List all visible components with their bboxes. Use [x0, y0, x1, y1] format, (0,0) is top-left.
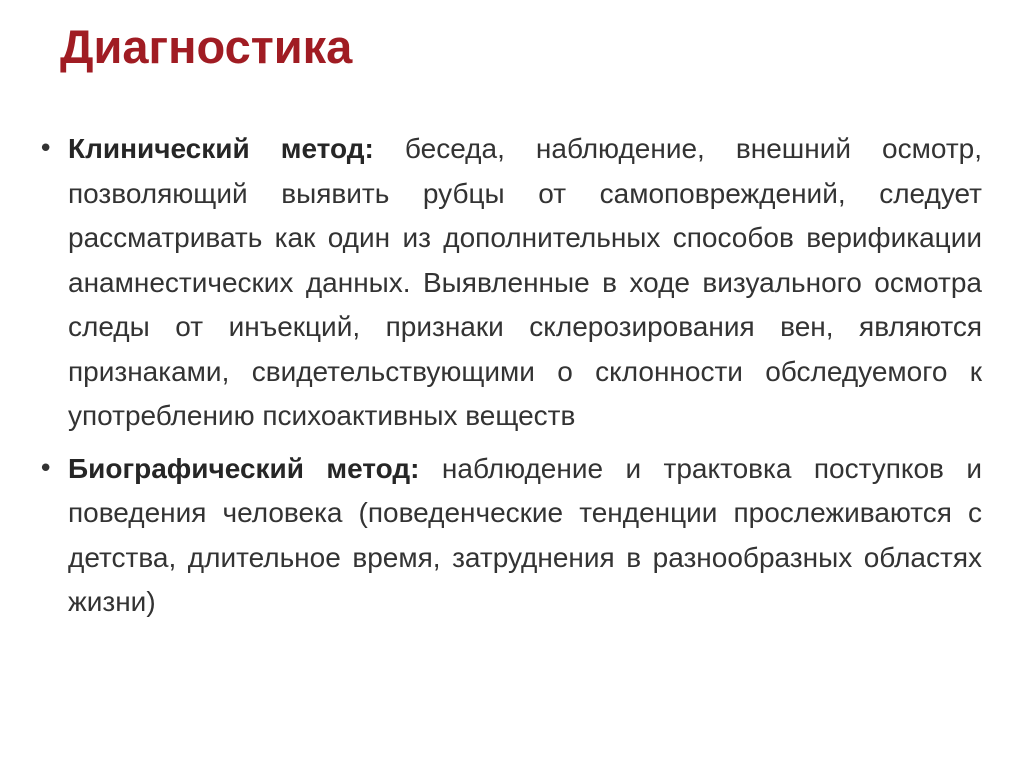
bullet-item-clinical-method: [38, 127, 982, 439]
term-biographical-method: Биографический метод:: [68, 452, 420, 484]
term-clinical-method: Клинический метод:: [68, 133, 374, 164]
bullet-item-biographical-method: [38, 447, 982, 625]
bullet-icon: •: [38, 453, 54, 484]
text-biographical-method: наблюдение и трактовка поступков и поведения человека (поведенческие тенденции прослеживаются с детства, длительное время, затруднения в разнообразных областях жизни): [68, 452, 983, 617]
text-clinical-method: беседа, наблюдение, внешний осмотр, позволяющий выявить рубцы от самоповреждений, следует рассматривать как один из дополнительных способов верификации анамнестических данных. Выявленные в ходе визуального осмотра следы от инъекций, признаки склерозирования вен, являются признаками, свидетельствующими о склонности обследуемого к употреблению психоактивных веществ: [68, 133, 982, 431]
bullet-list: [38, 127, 982, 625]
slide-title: Диагностика: [60, 20, 353, 73]
bullet-icon: •: [38, 134, 54, 164]
